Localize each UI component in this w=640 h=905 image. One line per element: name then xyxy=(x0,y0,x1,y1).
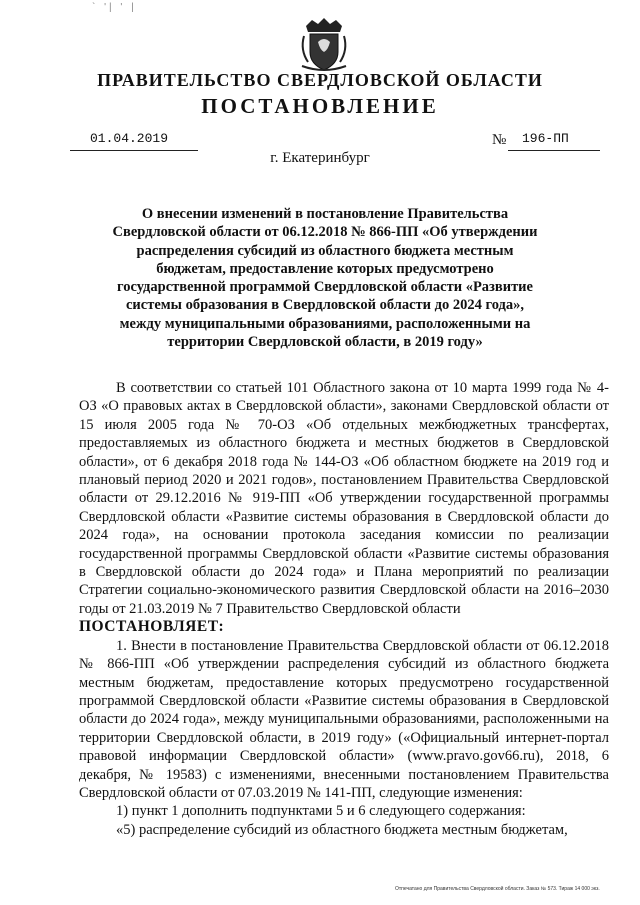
document-body xyxy=(79,379,609,839)
document-type: ПОСТАНОВЛЕНИЕ xyxy=(201,94,439,118)
city: г. Екатеринбург xyxy=(270,150,370,166)
document-date: 01.04.2019 xyxy=(90,131,169,146)
number-sign: № xyxy=(492,132,507,148)
decree-word: ПОСТАНОВЛЯЕТ: xyxy=(79,618,225,636)
document-subject: О внесении изменений в постановление Правительства Свердловской области от 06.12.2018 № 866-ПП «Об утверждении распределения субсидий из областного бюджета местным бюджетам, предоставление которых предусмотрено государственной программой Свердловской области «Развитие системы образования в Свердловской области до 2024 года», между муниципальными образованиями, расположенными на территории Свердловской области, в 2019 году» xyxy=(112,206,538,351)
print-footer: Отпечатано для Правительства Свердловской области. Заказ № 573. Тираж 14 000 экз. xyxy=(395,886,600,892)
preamble-paragraph: В соответствии со статьей 101 Областного закона от 10 марта 1999 года № 4-ОЗ «О правовых актах в Свердловской области», законами Свердловской области от 15 июля 2005 года № 70-ОЗ «Об отдельных межбюджетных трансфертах, предоставляемых из областного бюджета и местных бюджетов в Свердловской области», от 6 декабря 2018 года № 144-ОЗ «Об областном бюджете на 2019 год и плановый период 2020 и 2021 годов», постановлением Правительства Свердловской области от 29.12.2016 № 919-ПП «Об утверждении государственной программы Свердловской области «Развитие системы образования в Свердловской области до 2024 года», на основании протокола заседания комиссии по реализации государственной программы Свердловской области «Развитие системы образования в Свердловской области до 2024 года» и Плана мероприятий по реализации Стратегии социально-экономического развития Свердловской области на 2016–2030 годы от 21.03.2019 № 7 Правительство Свердловской области xyxy=(79,380,609,617)
item-1-paragraph: 1. Внести в постановление Правительства Свердловской области от 06.12.2018 № 866-ПП «Об утверждении распределения субсидий из областного бюджета местным бюджетам, предоставление которых предусмотрено государственной программой Свердловской области «Развитие системы образования в Свердловской области до 2024 года», между муниципальными образованиями, расположенными на территории Свердловской области, в 2019 году» («Официальный интернет-портал правовой информации Свердловской области» (www.pravo.gov66.ru), 2018, 6 декабря, № 19583) с изменениями, внесенными постановлением Правительства Свердловской области от 07.03.2019 № 141-ПП, следующие изменения: xyxy=(79,637,609,801)
document-number: 196-ПП xyxy=(522,131,569,146)
item-1-1-5-paragraph: «5) распределение субсидий из областного бюджета местным бюджетам, xyxy=(116,821,568,838)
scan-mark: ` '| ' | xyxy=(92,2,137,13)
government-title: ПРАВИТЕЛЬСТВО СВЕРДЛОВСКОЙ ОБЛАСТИ xyxy=(97,70,543,90)
coat-of-arms-icon xyxy=(298,16,350,74)
item-1-1-paragraph: 1) пункт 1 дополнить подпунктами 5 и 6 следующего содержания: xyxy=(116,803,526,820)
